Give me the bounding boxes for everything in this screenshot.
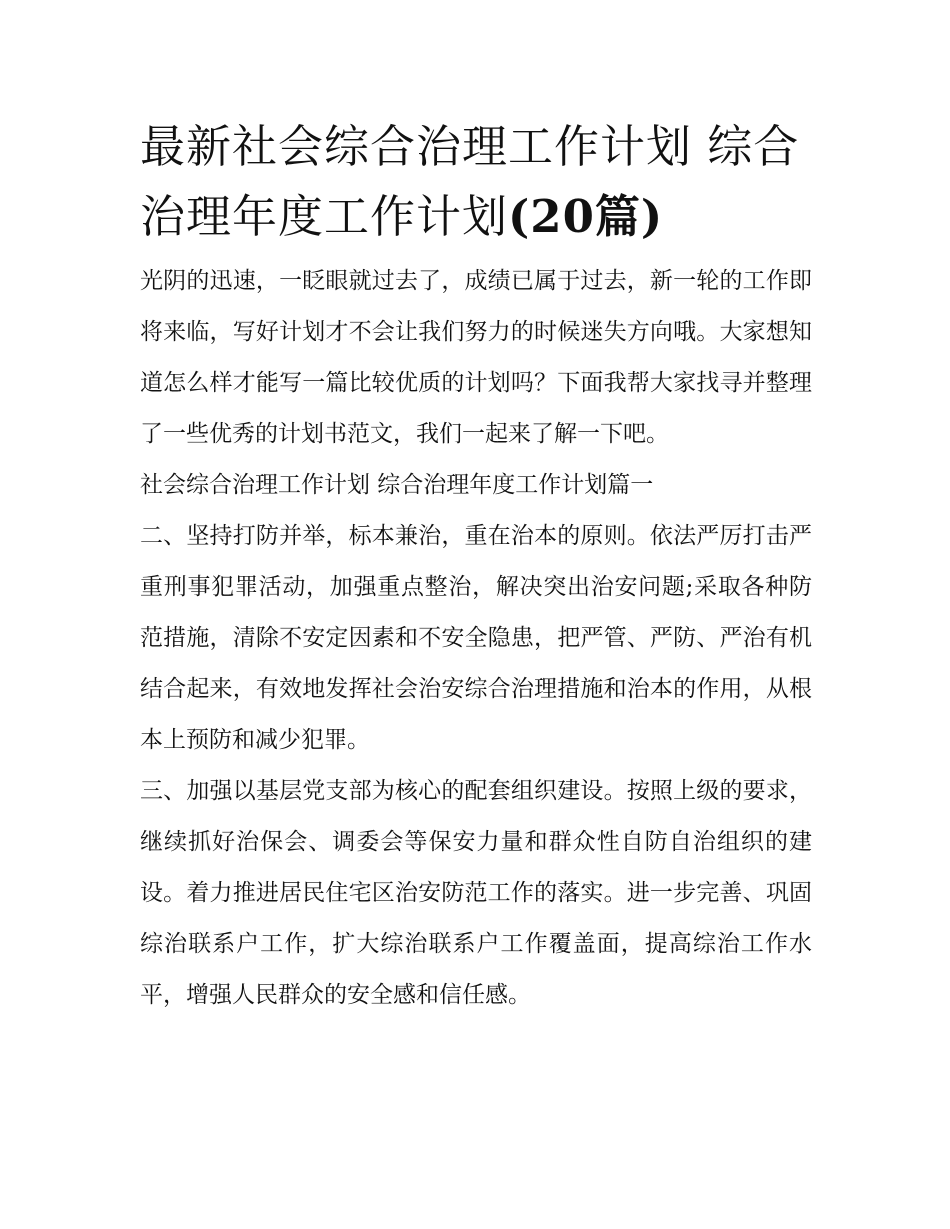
document-body bbox=[140, 112, 812, 1021]
title-count: (20篇) bbox=[508, 190, 664, 243]
document-title: 最新社会综合治理工作计划 综合治理年度工作计划(20篇) bbox=[140, 120, 800, 243]
paragraph-item-two: 二、坚持打防并举，标本兼治，重在治本的原则。依法严厉打击严重刑事犯罪活动，加强重点整治，解决突出治安问题;采取各种防范措施，清除不安定因素和不安全隐患，把严管、严防、严治有机结合起来，有效地发挥社会治安综合治理措施和治本的作用，从根本上预防和减少犯罪。 bbox=[140, 523, 812, 753]
section-heading: 社会综合治理工作计划 综合治理年度工作计划篇一 bbox=[140, 472, 654, 498]
paragraph-intro: 光阴的迅速，一眨眼就过去了，成绩已属于过去，新一轮的工作即将来临，写好计划才不会让我们努力的时候迷失方向哦。大家想知道怎么样才能写一篇比较优质的计划吗？下面我帮大家找寻并整理了一些优秀的计划书范文，我们一起来了解一下吧。 bbox=[140, 268, 812, 447]
paragraph-item-three: 三、加强以基层党支部为核心的配套组织建设。按照上级的要求，继续抓好治保会、调委会等保安力量和群众性自防自治组织的建设。着力推进居民住宅区治安防范工作的落实。进一步完善、巩固综治联系户工作，扩大综治联系户工作覆盖面，提高综治工作水平，增强人民群众的安全感和信任感。 bbox=[140, 778, 812, 1008]
